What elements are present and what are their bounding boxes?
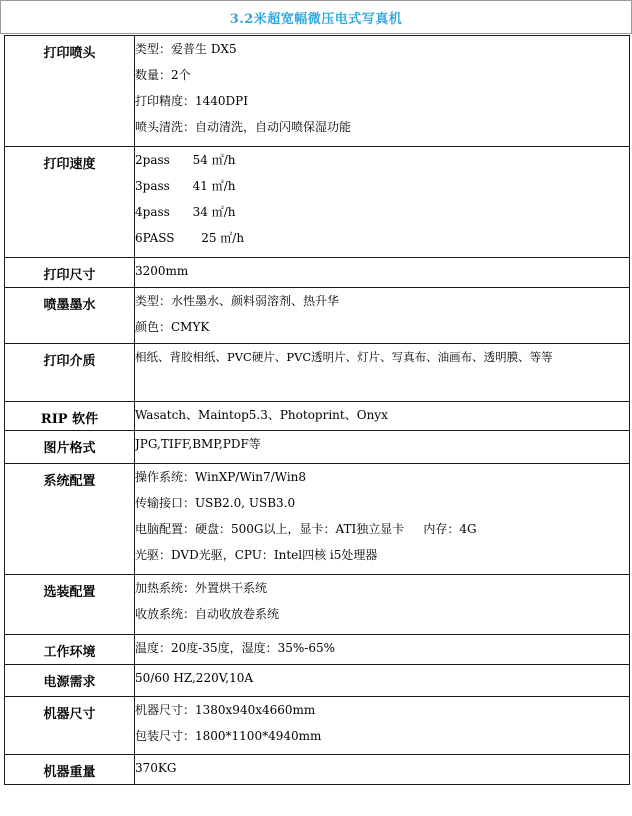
row-label-cell [5,344,135,402]
row-value-cell [135,36,630,147]
row-value-cell [135,344,630,402]
value-line: 收放系统：自动收放卷系统 [135,607,280,621]
table-row [5,755,630,785]
value-line: Wasatch、Maintop5.3、Photoprint、Onyx [135,408,388,422]
table-row [5,36,630,147]
value-line: 2pass 54 ㎡/h [135,153,236,167]
row-label-cell [5,431,135,464]
row-label: 图片格式 [43,441,96,456]
value-line: 370KG [135,761,177,775]
row-label-cell [5,575,135,635]
value-line: 3pass 41 ㎡/h [135,179,236,193]
row-value-cell [135,575,630,635]
row-label: 打印喷头 [43,46,96,61]
value-line: 喷头清洗：自动清洗，自动闪喷保湿功能 [135,120,352,134]
row-label-cell [5,258,135,288]
row-label: 打印速度 [43,157,96,172]
row-value-cell [135,697,630,755]
table-row [5,147,630,258]
table-row [5,402,630,431]
row-label-cell [5,697,135,755]
value-line: 温度：20度-35度，湿度：35%-65% [135,641,335,655]
title-bar [0,0,632,34]
document-title: 3.2米超宽幅微压电式写真机 [229,11,403,27]
value-line: 电脑配置：硬盘：500G以上，显卡：ATI独立显卡 内存：4G [135,522,477,536]
value-line: 数量：2个 [135,68,191,82]
row-value-cell [135,402,630,431]
value-line: 类型：爱普生 DX5 [135,42,237,56]
row-label-cell [5,288,135,344]
value-line: 操作系统：WinXP/Win7/Win8 [135,470,307,484]
row-label: RIP 软件 [40,412,99,427]
row-label: 系统配置 [43,474,96,489]
table-row [5,288,630,344]
value-line: 光驱：DVD光驱，CPU：Intel四核 i5处理器 [135,548,378,562]
value-line: 类型：水性墨水、颜料弱溶剂、热升华 [135,294,340,308]
row-label: 工作环境 [43,645,96,660]
row-label-cell [5,665,135,697]
row-value-cell [135,464,630,575]
value-line: JPG,TIFF,BMP,PDF等 [135,437,261,451]
value-line: 相纸、背胶相纸、PVC硬片、PVC透明片、灯片、写真布、油画布、透明膜、等等 [135,350,553,364]
row-value-cell [135,665,630,697]
row-label: 选装配置 [43,585,96,600]
table-row [5,665,630,697]
row-value-cell [135,635,630,665]
value-line: 3200mm [135,264,189,278]
row-label-cell [5,755,135,785]
value-line: 打印精度：1440DPI [135,94,248,108]
row-value-cell [135,288,630,344]
row-label-cell [5,635,135,665]
table-row [5,258,630,288]
row-label-cell [5,147,135,258]
row-label-cell [5,464,135,575]
table-row [5,431,630,464]
value-line: 4pass 34 ㎡/h [135,205,236,219]
table-row [5,697,630,755]
value-line: 6PASS 25 ㎡/h [135,231,245,245]
row-value-cell [135,755,630,785]
value-line: 50/60 HZ,220V,10A [135,671,254,685]
value-line: 传输接口：USB2.0, USB3.0 [135,496,296,510]
value-line: 包装尺寸：1800*1100*4940mm [135,729,322,743]
row-label-cell [5,402,135,431]
value-line: 颜色：CMYK [135,320,210,334]
row-label: 机器尺寸 [43,707,96,722]
row-label: 喷墨墨水 [43,298,96,313]
row-label: 电源需求 [43,675,96,690]
row-label: 打印介质 [43,354,96,369]
row-label-cell [5,36,135,147]
value-line: 机器尺寸：1380x940x4660mm [135,703,316,717]
row-label: 机器重量 [43,765,96,780]
spec-table [4,35,630,785]
table-row [5,575,630,635]
table-row [5,344,630,402]
table-row [5,464,630,575]
row-value-cell [135,147,630,258]
table-row [5,635,630,665]
row-value-cell [135,258,630,288]
row-value-cell [135,431,630,464]
value-line: 加热系统：外置烘干系统 [135,581,268,595]
row-label: 打印尺寸 [43,268,96,283]
